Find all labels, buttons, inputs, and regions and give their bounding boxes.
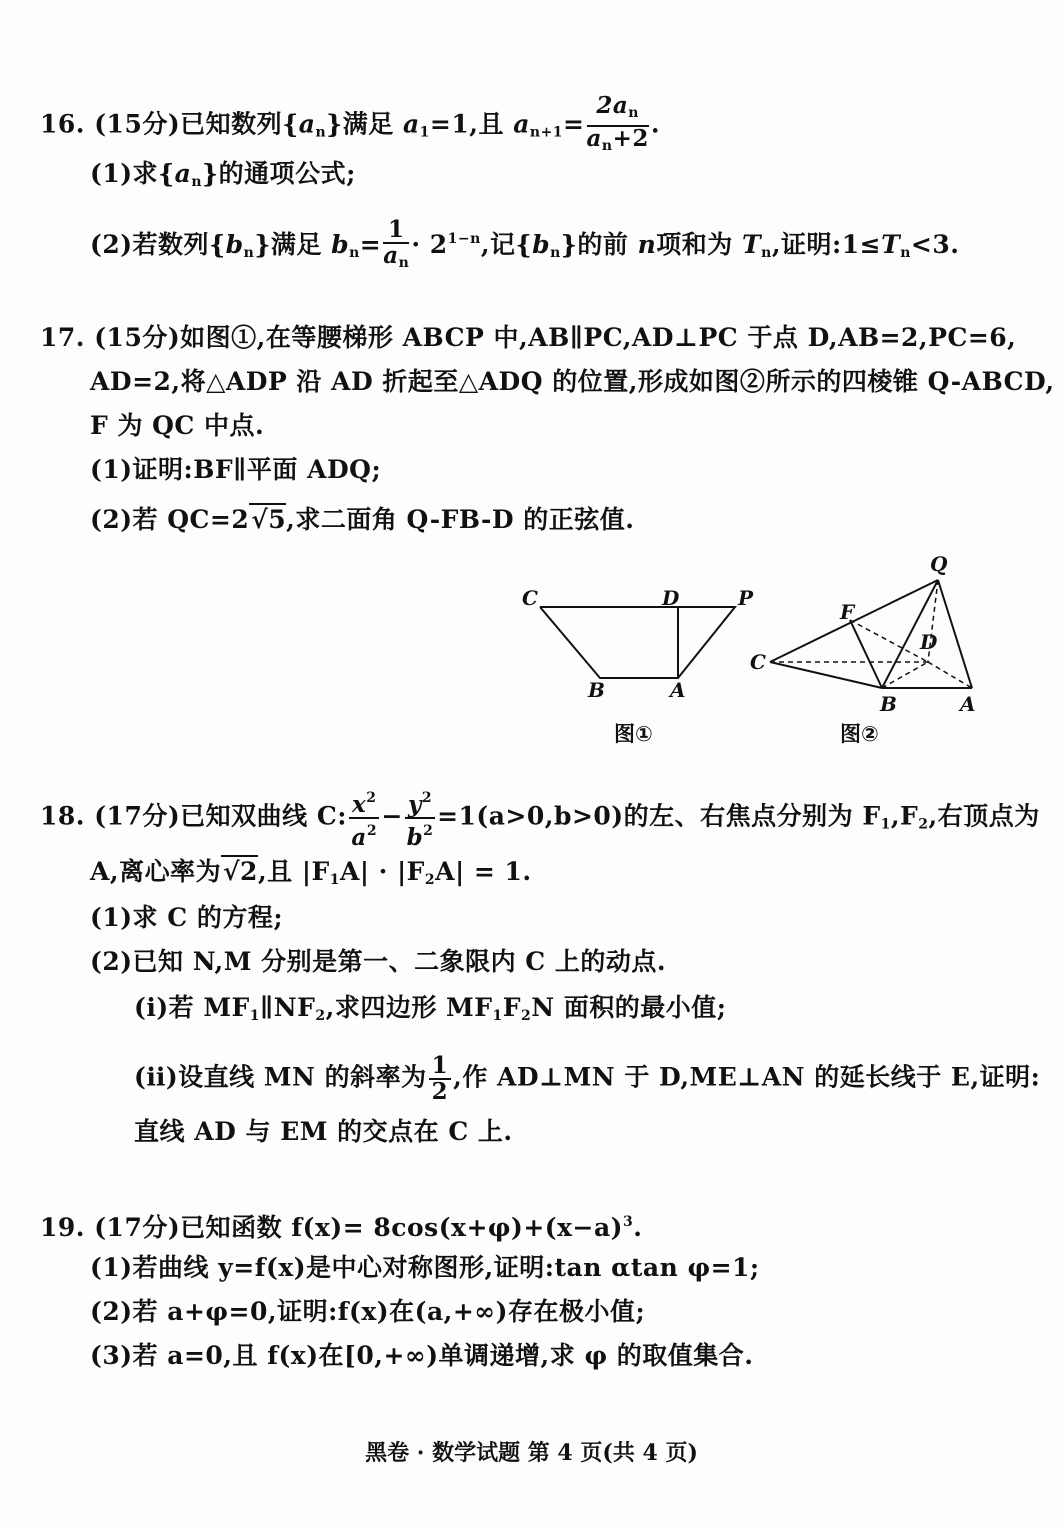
seq-a: a xyxy=(298,109,316,139)
frac-num: x xyxy=(352,791,367,818)
sub: n xyxy=(900,245,911,261)
q19-part2: (2)若 a+φ=0,证明:f(x)在(a,+∞)存在极小值; xyxy=(90,1297,646,1326)
q18-text: A| · |F xyxy=(339,857,425,886)
sub: 1 xyxy=(419,124,430,141)
q19-part3: (3)若 a=0,且 f(x)在[0,+∞)单调递增,求 φ 的取值集合. xyxy=(90,1341,754,1370)
sub: n xyxy=(243,245,255,261)
bn: b xyxy=(331,230,350,259)
q16-p2-text: <3. xyxy=(910,230,960,259)
q18-pii-text: ,作 AD⊥MN 于 D,ME⊥AN 的延长线于 E,证明: xyxy=(453,1062,1041,1092)
fig2-pt-f: F xyxy=(840,600,855,624)
exp: 2 xyxy=(421,790,433,806)
sub: n xyxy=(315,124,327,141)
q19-line1 xyxy=(40,1206,642,1244)
q18-text: A| = 1. xyxy=(435,857,532,886)
q19-points: (17分) xyxy=(94,1213,181,1242)
var-t: T xyxy=(881,230,901,259)
sub: n xyxy=(191,174,203,190)
sub: n xyxy=(601,138,613,154)
sub: 2 xyxy=(918,816,929,833)
exp: 2 xyxy=(366,823,378,839)
sub: n xyxy=(628,105,639,121)
q17-points: (15分) xyxy=(94,323,181,352)
q18-pi-text: F xyxy=(502,993,521,1022)
frac-den: a xyxy=(586,125,602,152)
sub: n xyxy=(550,245,561,261)
sub: n+1 xyxy=(529,124,564,141)
sqrt: √5 xyxy=(251,505,287,534)
sub: n xyxy=(349,245,360,261)
sub: 1 xyxy=(880,816,891,833)
q18-part2-i xyxy=(134,992,727,1032)
sub: n xyxy=(398,255,410,271)
exp: 2 xyxy=(366,790,377,806)
q16-p1-label: (1)求 xyxy=(90,159,159,188)
q16-points: (15分) xyxy=(94,109,181,139)
fig1-pt-p: P xyxy=(738,586,754,610)
fig1-pt-c: C xyxy=(522,586,538,610)
a1: a xyxy=(402,109,420,139)
q16-p2-text: 项和为 xyxy=(656,230,733,259)
fig2-pt-b: B xyxy=(880,692,897,716)
q16-p2-text: 的前 xyxy=(577,230,629,259)
slope-fraction xyxy=(429,1054,452,1104)
exp: 2 xyxy=(423,823,434,839)
q19-part1: (1)若曲线 y=f(x)是中心对称图形,证明:tan αtan φ=1; xyxy=(90,1253,760,1282)
q18-text: ,右顶点为 xyxy=(928,801,1040,831)
q18-pi-text: ∥NF xyxy=(260,993,316,1022)
frac-num: 1 xyxy=(383,218,409,244)
frac-den: a xyxy=(383,242,399,269)
q16-p2-text: ,证明:1≤ xyxy=(771,230,882,259)
fig1-pt-b: B xyxy=(588,678,605,702)
sub: n xyxy=(761,245,772,261)
fig2-edge xyxy=(938,580,972,688)
fig1-trapezoid xyxy=(540,607,735,678)
frac-num: y xyxy=(407,791,422,818)
fig1-pt-d: D xyxy=(662,586,680,610)
figure-2 xyxy=(750,560,990,700)
q18-pii-text: (ⅱ)设直线 MN 的斜率为 xyxy=(134,1062,427,1092)
q17-line3: F 为 QC 中点. xyxy=(90,411,265,440)
seq-b: b xyxy=(532,230,551,259)
q16-p1-text: 的通项公式; xyxy=(218,159,356,188)
q18-part2-ii-cont: 直线 AD 与 EM 的交点在 C 上. xyxy=(134,1117,513,1146)
q19-text: 已知函数 f(x)= 8cos(x+φ)+(x−a) xyxy=(180,1213,623,1242)
q18-part2: (2)已知 N,M 分别是第一、二象限内 C 上的动点. xyxy=(90,947,667,976)
fig1-caption: 图① xyxy=(614,722,653,746)
q18-line1: 18. (17分)已知双曲线 C: $\frac{x^2}{a^2}$ − $\frac{y^2}{b^2}$ =1(a>0,b>0)的左、右焦点分别为 $F_1,F_2$,右顶点为 xyxy=(40,786,1040,850)
q17-part2 xyxy=(90,504,634,536)
q18-number: 18. xyxy=(40,801,85,831)
q16-part1: (1)求$\{a_n\}$的通项公式; xyxy=(90,159,356,190)
fig2-edge xyxy=(850,620,882,688)
seq-b: b xyxy=(225,230,244,259)
q17-number: 17. xyxy=(40,323,85,352)
fig2-caption: 图② xyxy=(840,722,879,746)
q16-p2-label: (2)若数列 xyxy=(90,230,210,259)
q16-p2-text: ,记 xyxy=(480,230,516,259)
fig1-pt-a: A xyxy=(670,678,686,702)
bn-fraction xyxy=(383,218,409,275)
an1: a xyxy=(513,109,530,139)
var-t: T xyxy=(742,230,762,259)
fig2-pt-d: D xyxy=(920,630,938,654)
q18-part2-ii xyxy=(134,1054,1040,1104)
q18-pi-text: N 面积的最小值; xyxy=(531,993,727,1022)
sub: 2 xyxy=(520,1008,532,1024)
q19-number: 19. xyxy=(40,1213,85,1242)
var-n: n xyxy=(637,230,657,259)
q16-text: 已知数列 xyxy=(180,109,283,139)
frac-den: a xyxy=(351,824,367,851)
q18-text: ,且 |F xyxy=(257,857,330,886)
q18-line2 xyxy=(90,856,532,896)
page-footer: 黑卷 · 数学试题 第 4 页(共 4 页) xyxy=(365,1440,698,1466)
fig2-pt-q: Q xyxy=(930,552,948,576)
exp: 1−n xyxy=(447,231,481,247)
sub: 1 xyxy=(492,1008,503,1024)
q18-pi-text: ,求四边形 MF xyxy=(325,993,493,1022)
q18-pi-text: (ⅰ)若 MF xyxy=(134,993,250,1022)
exp: 3 xyxy=(623,1214,634,1230)
fig2-pt-a: A xyxy=(960,692,976,716)
frac-num: 1 xyxy=(429,1054,452,1080)
frac-den-tail: +2 xyxy=(612,125,649,152)
q17-line2: AD=2,将△ADP 沿 AD 折起至△ADQ 的位置,形成如图②所示的四棱锥 Q-ABCD, xyxy=(90,367,1055,396)
q17-p2-text: ,求二面角 Q-FB-D 的正弦值. xyxy=(286,505,635,534)
q18-text: =1(a>0,b>0)的左、右焦点分别为 F xyxy=(437,801,881,831)
q17-part1: (1)证明:BF∥平面 ADQ; xyxy=(90,455,382,484)
frac-den: b xyxy=(406,824,424,851)
sub: 1 xyxy=(249,1008,261,1024)
recurrence-fraction xyxy=(587,94,649,158)
sub: 2 xyxy=(315,1008,326,1024)
q16-part2: (2)若数列$\{b_n\}$满足 $b_n=$ $\frac{1}{a_n}$ · $2^{1-n}$,记$\{b_n\}$的前 n项和为 $T_n$,证明$:1\le T_n<3$. xyxy=(90,218,959,275)
q16-line1: 16. (15分)已知数列$\{a_n\}$满足 $a_1=1$,且 $a_{n+1}=$ $\frac{2a_n}{a_n+2}$ . xyxy=(40,94,660,158)
fig2-hidden xyxy=(850,620,928,662)
q16-text: =1,且 xyxy=(429,109,504,139)
q18-points: (17分) xyxy=(94,801,181,831)
fig2-edge xyxy=(770,662,882,688)
q16-p2-tail: · 2 xyxy=(411,230,448,259)
q17-line1 xyxy=(40,322,1016,354)
frac-den: 2 xyxy=(431,1078,449,1105)
q18-part1: (1)求 C 的方程; xyxy=(90,903,284,932)
sqrt-radicand: 5 xyxy=(268,505,287,534)
sqrt: √2 xyxy=(223,857,258,886)
y2-over-b2 xyxy=(405,786,435,850)
q19-text: . xyxy=(633,1213,643,1242)
q16-number: 16. xyxy=(40,109,85,139)
q18-text: A,离心率为 xyxy=(90,857,222,886)
q17-p2-text: (2)若 QC=2 xyxy=(90,505,250,534)
sqrt-radicand: 2 xyxy=(240,857,258,886)
q17-text: 如图①,在等腰梯形 ABCP 中,AB∥PC,AD⊥PC 于点 D,AB=2,PC=6, xyxy=(180,323,1017,352)
q16-text: 满足 xyxy=(342,109,394,139)
sub: 1 xyxy=(329,872,340,888)
x2-over-a2 xyxy=(349,786,379,850)
fig2-pt-c: C xyxy=(750,650,766,674)
q18-text: 已知双曲线 C: xyxy=(180,801,348,831)
sub: 2 xyxy=(424,872,436,888)
seq-a: a xyxy=(174,159,192,188)
q16-p2-text: 满足 xyxy=(270,230,322,259)
frac-num: 2a xyxy=(596,92,629,119)
